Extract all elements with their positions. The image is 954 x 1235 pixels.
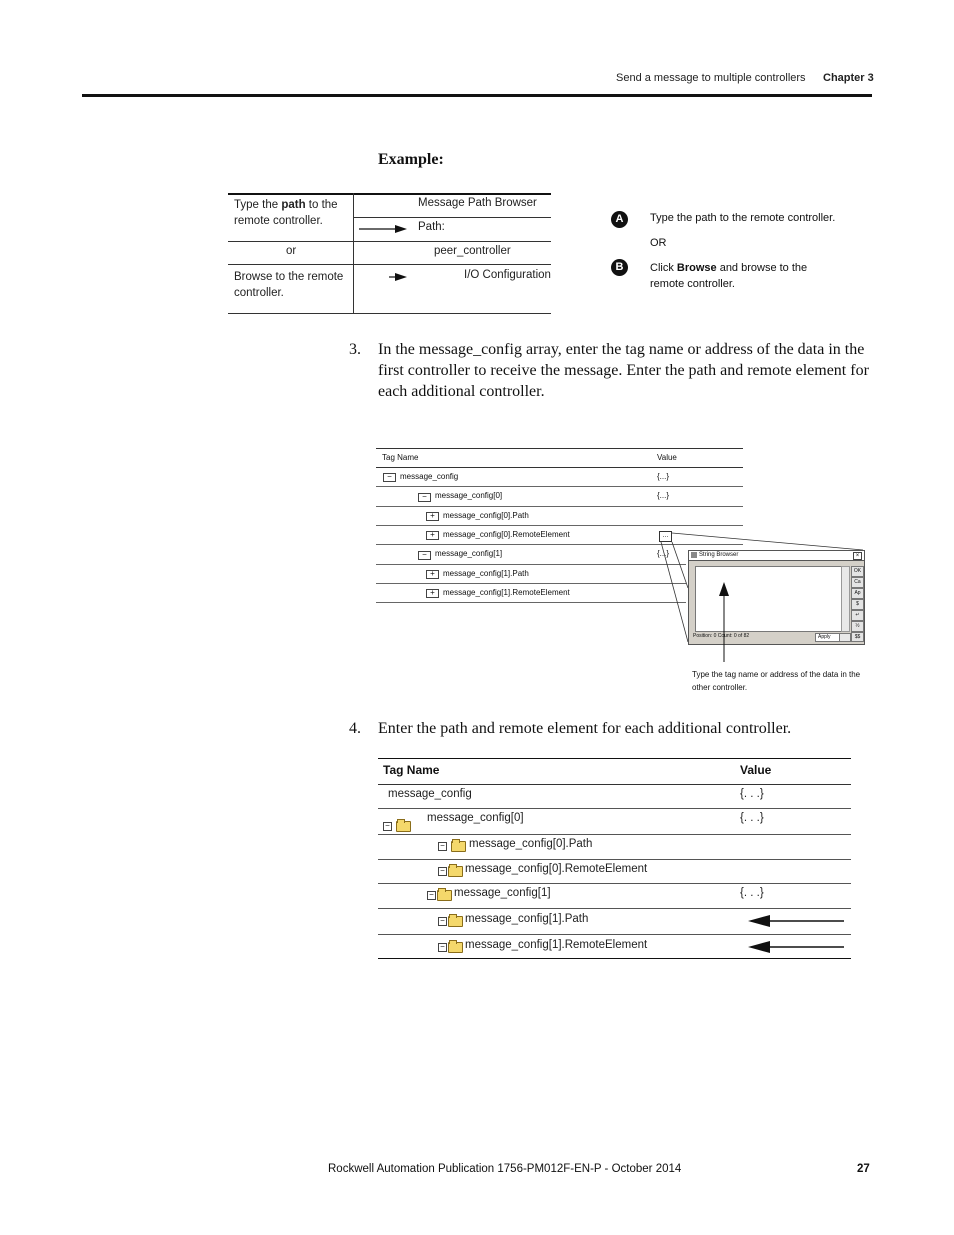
- tag-row-name: message_config: [388, 788, 472, 800]
- example-label: Example:: [378, 151, 444, 168]
- collapse-toggle-icon[interactable]: −: [438, 917, 447, 926]
- tag-row-value: {...}: [657, 549, 670, 558]
- dialog-side-button[interactable]: ½: [851, 621, 864, 632]
- folder-icon: [451, 841, 466, 852]
- collapse-toggle-icon[interactable]: −: [438, 867, 447, 876]
- tag-row-value: {...}: [657, 491, 670, 500]
- tag-row-name: message_config[0].Path: [443, 511, 529, 520]
- row1-instruction: Type the path to the remote controller.: [234, 199, 338, 227]
- dialog-scrollbar[interactable]: [841, 566, 850, 632]
- app-icon: [691, 552, 697, 558]
- dialog-small-button[interactable]: [839, 633, 851, 642]
- header-rule: [82, 94, 872, 97]
- dialog-side-button[interactable]: $$: [851, 632, 864, 642]
- folder-icon: [448, 866, 463, 877]
- callout-a-text: Type the path to the remote controller.: [650, 212, 836, 224]
- expand-toggle-icon[interactable]: +: [426, 531, 439, 540]
- string-browser-dialog: [688, 550, 865, 645]
- apply-button[interactable]: Ap: [851, 588, 864, 599]
- folder-icon: [448, 942, 463, 953]
- column-header-value: Value: [657, 453, 677, 462]
- expand-toggle-icon[interactable]: +: [426, 589, 439, 598]
- step-4-text: Enter the path and remote element for each additional controller.: [378, 720, 792, 737]
- callout-a-badge: A: [611, 211, 628, 228]
- expand-toggle-icon[interactable]: +: [426, 512, 439, 521]
- step-4-number: 4.: [349, 720, 361, 737]
- dialog-status-text: Position: 0 Count: 0 of 82: [693, 633, 750, 639]
- cancel-button[interactable]: Ca: [851, 577, 864, 588]
- path-label: Path:: [418, 221, 445, 233]
- figure-callout-text: Type the tag name or address of the data in the other controller.: [692, 670, 861, 692]
- folder-icon: [437, 890, 452, 901]
- tag-table-figure: [378, 758, 851, 960]
- tag-row-name: message_config[1].RemoteElement: [443, 588, 570, 597]
- io-configuration-label: I/O Configuration: [464, 269, 551, 281]
- tag-row-value: {. . .}: [740, 812, 764, 824]
- dialog-side-button[interactable]: $: [851, 599, 864, 610]
- collapse-toggle-icon[interactable]: −: [418, 551, 431, 560]
- tag-row-name: message_config[1].Path: [465, 913, 589, 925]
- collapse-toggle-icon[interactable]: −: [438, 943, 447, 952]
- callout-b-text: Click Browse and browse to the remote controller.: [650, 262, 808, 290]
- tag-row-name: message_config[1].Path: [443, 569, 529, 578]
- or-text: or: [286, 245, 297, 257]
- collapse-toggle-icon[interactable]: −: [427, 891, 436, 900]
- collapse-toggle-icon[interactable]: −: [438, 842, 447, 851]
- callout-b-badge: B: [611, 259, 628, 276]
- tag-row-name: message_config[0].Path: [469, 838, 593, 850]
- close-icon[interactable]: ×: [853, 552, 862, 560]
- expand-toggle-icon[interactable]: +: [426, 570, 439, 579]
- tag-row-name: message_config[0].RemoteElement: [465, 863, 648, 875]
- arrow-left-icon: [748, 914, 848, 928]
- tag-row-name: message_config[1].RemoteElement: [465, 939, 648, 951]
- message-path-browser-title: Message Path Browser: [418, 197, 537, 209]
- ellipsis-browse-button[interactable]: ...: [659, 531, 672, 542]
- running-header-section: Send a message to multiple controllers: [616, 72, 806, 84]
- tag-row-name: message_config[0]: [427, 812, 524, 824]
- peer-controller-value: peer_controller: [434, 245, 511, 257]
- callout-or-text: OR: [650, 237, 667, 249]
- dialog-title: String Browser: [689, 551, 864, 561]
- folder-icon: [396, 821, 411, 832]
- collapse-toggle-icon[interactable]: −: [418, 493, 431, 502]
- tag-row-name: message_config[1]: [454, 887, 551, 899]
- apply-field[interactable]: Apply: [815, 633, 841, 642]
- folder-icon: [448, 916, 463, 927]
- step-3-text: In the message_config array, enter the tag name or address of the data in the first controller to receive the message. Enter the path and remote element for each additional controller.: [378, 341, 869, 400]
- tag-row-value: {. . .}: [740, 887, 764, 899]
- tag-row-name: message_config: [400, 472, 459, 481]
- dialog-side-button[interactable]: ↵: [851, 610, 864, 621]
- ok-button[interactable]: OK: [851, 566, 864, 577]
- arrow-left-icon: [748, 940, 848, 954]
- running-header-chapter: Chapter 3: [823, 72, 874, 84]
- step-3-number: 3.: [349, 341, 361, 358]
- arrow-right-icon: [389, 272, 409, 282]
- tag-row-value: {. . .}: [740, 788, 764, 800]
- row3-instruction: Browse to the remote controller.: [234, 271, 344, 299]
- tag-row-name: message_config[0].RemoteElement: [443, 530, 570, 539]
- example-table: [228, 193, 551, 314]
- footer-publication: Rockwell Automation Publication 1756-PM012F-EN-P - October 2014: [328, 1163, 682, 1175]
- column-header-value: Value: [740, 763, 772, 777]
- page-number: 27: [857, 1163, 870, 1175]
- collapse-toggle-icon[interactable]: −: [383, 473, 396, 482]
- tag-row-value: {...}: [657, 472, 670, 481]
- arrow-up-icon: [718, 582, 730, 664]
- tag-row-name: message_config[0]: [435, 491, 503, 500]
- arrow-right-icon: [359, 224, 409, 234]
- column-header-tag-name: Tag Name: [382, 453, 419, 462]
- column-header-tag-name: Tag Name: [383, 763, 440, 777]
- tag-row-name: message_config[1]: [435, 549, 503, 558]
- collapse-toggle-icon[interactable]: −: [383, 822, 392, 831]
